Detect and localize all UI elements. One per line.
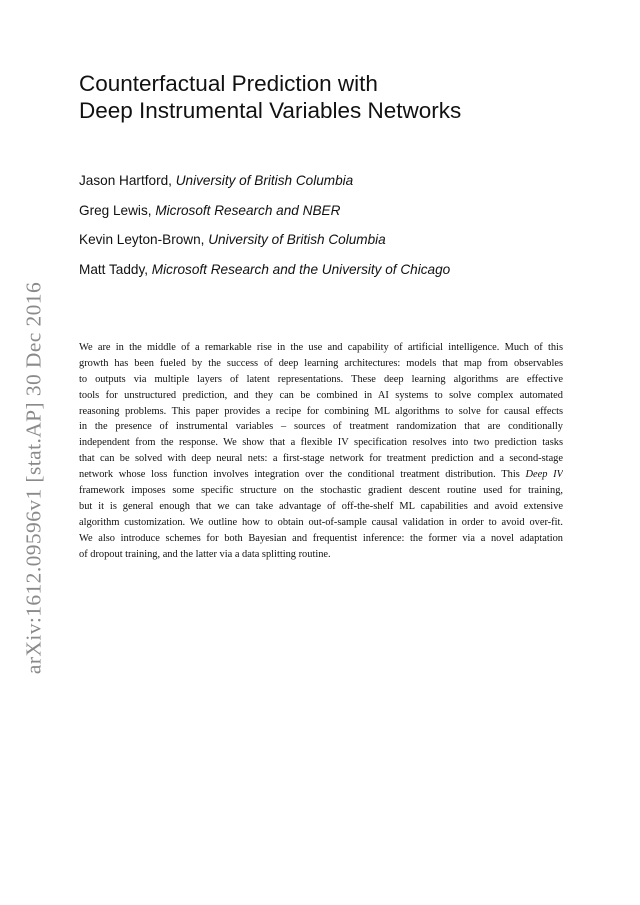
- title-line: Deep Instrumental Variables Networks: [79, 98, 462, 123]
- abstract-emphasis: Deep IV: [525, 469, 563, 481]
- abstract-line: independent from the response. We show that a flexible IV specification resolves into two prediction tasks: [79, 437, 563, 449]
- abstract-line: of dropout training, and the latter via a data splitting routine.: [79, 548, 331, 560]
- author-entry: [79, 172, 450, 202]
- author-affiliation: University of British Columbia: [175, 173, 354, 188]
- abstract-line: We also introduce schemes for both Bayesian and frequentist inference: the former via a novel adaptation: [79, 532, 563, 544]
- author-entry: [79, 231, 450, 261]
- author-affiliation: University of British Columbia: [208, 232, 386, 247]
- abstract-line: that can be solved with deep neural nets: a first-stage network for treatment prediction and a second-stage: [79, 453, 563, 465]
- abstract-line: reasoning problems. This paper provides a recipe for combining ML algorithms to solve for causal effects: [79, 405, 563, 417]
- abstract: [79, 340, 563, 562]
- author-name: Jason Hartford,: [79, 173, 172, 188]
- abstract-line: [79, 467, 563, 483]
- author-entry: [79, 202, 450, 232]
- abstract-text: network whose loss function involves integration over the conditional treatment distribution. This: [79, 469, 520, 481]
- title-line: Counterfactual Prediction with: [79, 71, 378, 96]
- author-affiliation: Microsoft Research and NBER: [155, 202, 341, 218]
- abstract-line: framework imposes some specific structure on the stochastic gradient descent routine used for training,: [79, 485, 563, 497]
- paper-title: [79, 70, 461, 124]
- author-affiliation: Microsoft Research and the University of Chicago: [151, 261, 451, 277]
- abstract-line: growth has been fueled by the success of deep learning architectures: models that map from observables: [79, 357, 563, 369]
- abstract-line: tools for unstructured prediction, and they can be combined in AI systems to solve complex automated: [79, 389, 563, 401]
- arxiv-identifier-stamp: arXiv:1612.09596v1 [stat.AP] 30 Dec 2016: [21, 281, 46, 675]
- author-entry: [79, 261, 450, 291]
- author-name: Greg Lewis,: [79, 202, 152, 218]
- author-name: Matt Taddy,: [79, 261, 149, 277]
- abstract-line: algorithm customization. We outline how to obtain out-of-sample causal validation in order to avoid over-fit.: [79, 516, 563, 528]
- abstract-line: in the presence of instrumental variables – sources of treatment randomization that are conditionally: [79, 421, 563, 433]
- abstract-line: We are in the middle of a remarkable rise in the use and capability of artificial intelligence. Much of this: [79, 342, 563, 353]
- author-list: [79, 172, 450, 290]
- author-name: Kevin Leyton-Brown,: [79, 232, 205, 247]
- abstract-line: but it is general enough that we can take advantage of off-the-shelf ML capabilities and avoid extensive: [79, 500, 563, 512]
- abstract-line: to outputs via multiple layers of latent representations. These deep learning algorithms are effective: [79, 373, 563, 385]
